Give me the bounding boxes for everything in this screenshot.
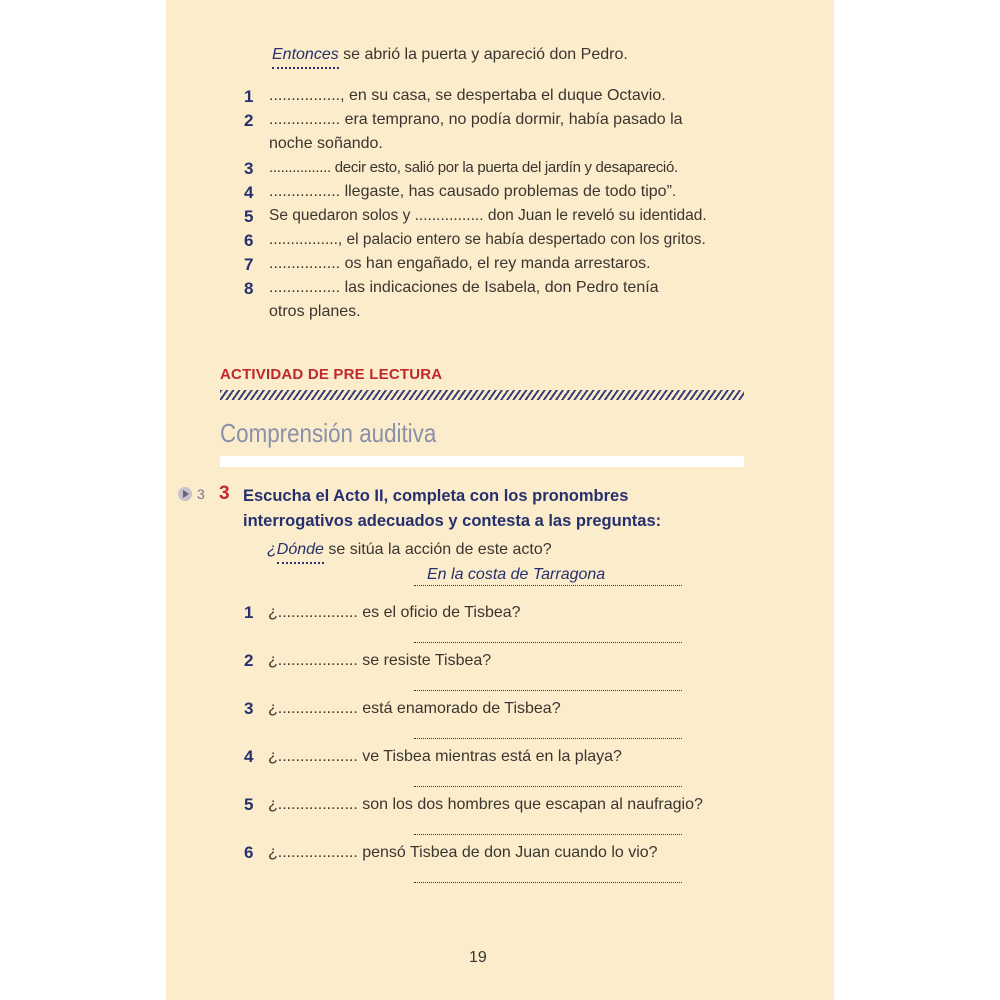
question-text: ¿.................. pensó Tisbea de don Juan cuando lo vio? — [268, 844, 658, 861]
question-text: ¿.................. se resiste Tisbea? — [268, 652, 492, 669]
audio-play-icon[interactable] — [178, 487, 192, 501]
activity-heading: ACTIVIDAD DE PRE LECTURA — [220, 366, 443, 383]
item-text: ................ era temprano, no podía dormir, había pasado la — [269, 111, 683, 128]
question-number: 2 — [244, 651, 254, 670]
section-underline — [220, 456, 744, 467]
item-text: ................, en su casa, se despertaba el duque Octavio. — [269, 87, 666, 104]
example-question-rest: se sitúa la acción de este acto? — [323, 541, 552, 558]
item-text: Se quedaron solos y ................ don Juan le reveló su identidad. — [269, 207, 707, 224]
question-text: ¿.................. son los dos hombres que escapan al naufragio? — [268, 796, 703, 813]
task-instruction-line2: interrogativos adecuados y contesta a las preguntas: — [243, 512, 662, 530]
example-word: Dónde — [277, 538, 324, 564]
item-text: ................, el palacio entero se había despertado con los gritos. — [269, 231, 706, 248]
example-sentence — [272, 43, 628, 69]
example-answer: En la costa de Tarragona — [427, 566, 606, 583]
example-rest: se abrió la puerta y apareció don Pedro. — [338, 46, 628, 63]
item-text: ................ las indicaciones de Isabela, don Pedro tenía — [269, 279, 659, 296]
task-number: 3 — [219, 483, 230, 504]
item-number: 5 — [244, 207, 254, 226]
answer-line[interactable] — [414, 881, 682, 883]
item-number: 2 — [244, 111, 254, 130]
question-number: 1 — [244, 603, 254, 622]
hatch-divider — [220, 390, 744, 400]
answer-line[interactable] — [414, 737, 682, 739]
item-text-cont: otros planes. — [269, 303, 361, 320]
item-text-cont: noche soñando. — [269, 135, 383, 152]
question-text: ¿.................. ve Tisbea mientras está en la playa? — [268, 748, 622, 765]
item-text: ................ decir esto, salió por la puerta del jardín y desapareció. — [269, 159, 678, 176]
book-page — [166, 0, 834, 1000]
question-number: 5 — [244, 795, 254, 814]
question-number: 4 — [244, 747, 254, 766]
item-text: ................ os han engañado, el rey manda arrestaros. — [269, 255, 651, 272]
answer-line[interactable] — [414, 689, 682, 691]
example-prefix: ¿ — [267, 541, 277, 558]
section-title: Comprensión auditiva — [220, 418, 437, 448]
answer-line[interactable] — [414, 833, 682, 835]
item-number: 4 — [244, 183, 254, 202]
item-number: 6 — [244, 231, 254, 250]
answer-line[interactable] — [414, 641, 682, 643]
task-example-answer-line — [414, 563, 682, 586]
item-number: 7 — [244, 255, 254, 274]
item-number: 1 — [244, 87, 254, 106]
question-text: ¿.................. está enamorado de Tisbea? — [268, 700, 561, 717]
question-number: 6 — [244, 843, 254, 862]
example-answer: Entonces — [272, 43, 339, 69]
audio-track-number: 3 — [197, 486, 205, 502]
task-instruction-line1: Escucha el Acto II, completa con los pronombres — [243, 487, 629, 505]
item-number: 8 — [244, 279, 254, 298]
answer-line[interactable] — [414, 785, 682, 787]
question-number: 3 — [244, 699, 254, 718]
item-text: ................ llegaste, has causado problemas de todo tipo”. — [269, 183, 677, 200]
task-example-question — [267, 538, 552, 564]
page-number: 19 — [469, 949, 487, 966]
question-text: ¿.................. es el oficio de Tisbea? — [268, 604, 521, 621]
item-number: 3 — [244, 159, 254, 178]
